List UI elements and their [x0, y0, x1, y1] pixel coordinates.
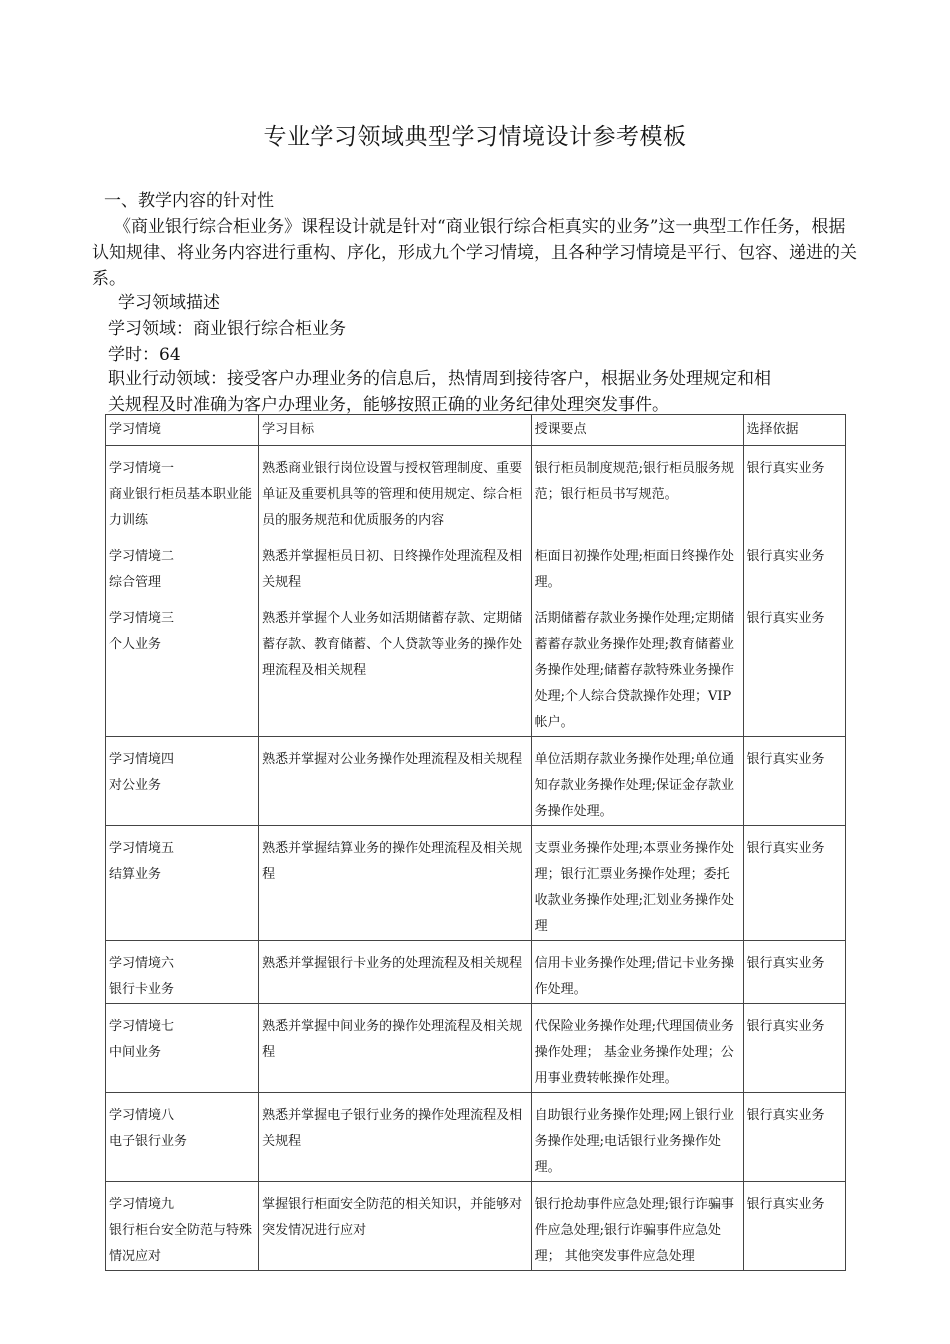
points-cell: [531, 534, 743, 596]
situation-cell: [106, 534, 259, 596]
goal-cell: [259, 737, 531, 826]
table-row: [106, 596, 846, 737]
basis-text: 银行真实业务: [746, 752, 825, 767]
points-text: 自助银行业务操作处理;网上银行业务操作处理;电话银行业务操作处理。: [534, 1108, 735, 1175]
points-text: 代保险业务操作处理;代理国债业务操作处理； 基金业务操作处理；公用事业费转帐操作处理。: [534, 1019, 735, 1086]
situation-cell: [106, 737, 259, 826]
table-header-row: [106, 415, 846, 446]
goal-text: 熟悉并掌握柜员日初、日终操作处理流程及相关规程: [262, 549, 523, 590]
basis-text: 银行真实业务: [746, 956, 825, 971]
situation-cell: [106, 826, 259, 941]
points-cell: [531, 941, 743, 1004]
goal-text: 熟悉并掌握结算业务的操作处理流程及相关规程: [262, 841, 523, 882]
basis-cell: [743, 534, 846, 596]
situation-name: 学习情境八: [109, 1108, 175, 1123]
situation-topic: 中间业务: [109, 1045, 162, 1060]
table-row: [106, 826, 846, 941]
points-cell: [531, 596, 743, 737]
section-heading: 一、教学内容的针对性: [104, 191, 274, 211]
action-domain-paragraph: [108, 366, 863, 418]
points-cell: [531, 1004, 743, 1093]
goal-text: 掌握银行柜面安全防范的相关知识，并能够对突发情况进行应对: [262, 1197, 523, 1238]
points-cell: [531, 1182, 743, 1271]
goal-text: 熟悉商业银行岗位设置与授权管理制度、重要单证及重要机具等的管理和使用规定、综合柜员的服务规范和优质服务的内容: [262, 461, 523, 528]
document-title: 专业学习领域典型学习情境设计参考模板: [263, 124, 687, 150]
basis-text: 银行真实业务: [746, 1108, 825, 1123]
points-text: 信用卡业务操作处理;借记卡业务操作处理。: [534, 956, 735, 997]
goal-cell: [259, 1182, 531, 1271]
situation-cell: [106, 1004, 259, 1093]
basis-text: 银行真实业务: [746, 1019, 825, 1034]
situation-topic: 电子银行业务: [109, 1134, 188, 1149]
basis-text: 银行真实业务: [746, 611, 825, 626]
situation-cell: [106, 446, 259, 535]
situation-cell: [106, 1093, 259, 1182]
points-cell: [531, 826, 743, 941]
goal-text: 熟悉并掌握对公业务操作处理流程及相关规程: [262, 752, 523, 767]
goal-cell: [259, 1093, 531, 1182]
situation-topic: 综合管理: [109, 575, 162, 590]
points-text: 支票业务操作处理;本票业务操作处理；银行汇票业务操作处理；委托收款业务操作处理;汇划业务操作处理: [534, 841, 735, 934]
basis-cell: [743, 737, 846, 826]
table-row: [106, 1004, 846, 1093]
situation-topic: 商业银行柜员基本职业能力训练: [109, 487, 253, 528]
hours-line: 学时：64: [108, 345, 181, 365]
points-text: 银行抢劫事件应急处理;银行诈骗事件应急处理;银行诈骗事件应急处理； 其他突发事件应急处理: [534, 1197, 735, 1264]
basis-cell: [743, 446, 846, 535]
action-line-2: 关规程及时准确为客户办理业务，能够按照正确的业务纪律处理突发事件。: [108, 395, 669, 415]
domain-name-line: 学习领域：商业银行综合柜业务: [108, 319, 346, 339]
points-text: 单位活期存款业务操作处理;单位通知存款业务操作处理;保证金存款业务操作处理。: [534, 752, 735, 819]
basis-text: 银行真实业务: [746, 841, 825, 856]
basis-cell: [743, 1004, 846, 1093]
situation-name: 学习情境一: [109, 461, 175, 476]
situation-name: 学习情境六: [109, 956, 175, 971]
goal-cell: [259, 941, 531, 1004]
table-row: [106, 1182, 846, 1271]
goal-cell: [259, 1004, 531, 1093]
situation-cell: [106, 941, 259, 1004]
header-basis: 选择依据: [743, 415, 846, 446]
points-text: 活期储蓄存款业务操作处理;定期储蓄蓄存款业务操作处理;教育储蓄业务操作处理;储蓄存款特殊业务操作处理;个人综合贷款操作处理；VIP帐户。: [534, 611, 735, 730]
situation-topic: 个人业务: [109, 637, 162, 652]
basis-text: 银行真实业务: [746, 1197, 825, 1212]
basis-cell: [743, 1093, 846, 1182]
goal-text: 熟悉并掌握个人业务如活期储蓄存款、定期储蓄存款、教育储蓄、个人贷款等业务的操作处理流程及相关规程: [262, 611, 523, 678]
situation-topic: 银行柜台安全防范与特殊情况应对: [109, 1223, 253, 1264]
learning-situation-table: [105, 414, 846, 1271]
goal-text: 熟悉并掌握中间业务的操作处理流程及相关规程: [262, 1019, 523, 1060]
goal-cell: [259, 534, 531, 596]
domain-heading: 学习领域描述: [118, 293, 220, 313]
basis-cell: [743, 596, 846, 737]
goal-text: 熟悉并掌握银行卡业务的处理流程及相关规程: [262, 956, 523, 971]
table-row: [106, 737, 846, 826]
situation-cell: [106, 596, 259, 737]
action-line-1: 职业行动领域：接受客户办理业务的信息后，热情周到接待客户，根据业务处理规定和相: [108, 369, 771, 389]
table-row: [106, 446, 846, 535]
situation-cell: [106, 1182, 259, 1271]
points-text: 银行柜员制度规范;银行柜员服务规范；银行柜员书写规范。: [534, 461, 735, 502]
points-cell: [531, 446, 743, 535]
points-cell: [531, 1093, 743, 1182]
situation-topic: 银行卡业务: [109, 982, 175, 997]
goal-cell: [259, 446, 531, 535]
basis-text: 银行真实业务: [746, 549, 825, 564]
header-goal: 学习目标: [259, 415, 531, 446]
situation-topic: 对公业务: [109, 778, 162, 793]
situation-name: 学习情境三: [109, 611, 175, 626]
table-row: [106, 941, 846, 1004]
basis-cell: [743, 941, 846, 1004]
points-text: 柜面日初操作处理;柜面日终操作处理。: [534, 549, 735, 590]
basis-cell: [743, 1182, 846, 1271]
table-row: [106, 534, 846, 596]
situation-topic: 结算业务: [109, 867, 162, 882]
situation-name: 学习情境七: [109, 1019, 175, 1034]
situation-name: 学习情境九: [109, 1197, 175, 1212]
basis-text: 银行真实业务: [746, 461, 825, 476]
situation-name: 学习情境五: [109, 841, 175, 856]
header-points: 授课要点: [531, 415, 743, 446]
goal-cell: [259, 596, 531, 737]
table-row: [106, 1093, 846, 1182]
basis-cell: [743, 826, 846, 941]
situation-name: 学习情境四: [109, 752, 175, 767]
goal-cell: [259, 826, 531, 941]
header-situation: 学习情境: [106, 415, 259, 446]
goal-text: 熟悉并掌握电子银行业务的操作处理流程及相关规程: [262, 1108, 523, 1149]
intro-paragraph: 《商业银行综合柜业务》课程设计就是针对“商业银行综合柜真实的业务”这一典型工作任务，根据认知规律、将业务内容进行重构、序化，形成九个学习情境，且各种学习情境是平行、包容、递进的关系。: [92, 217, 857, 289]
points-cell: [531, 737, 743, 826]
situation-name: 学习情境二: [109, 549, 175, 564]
